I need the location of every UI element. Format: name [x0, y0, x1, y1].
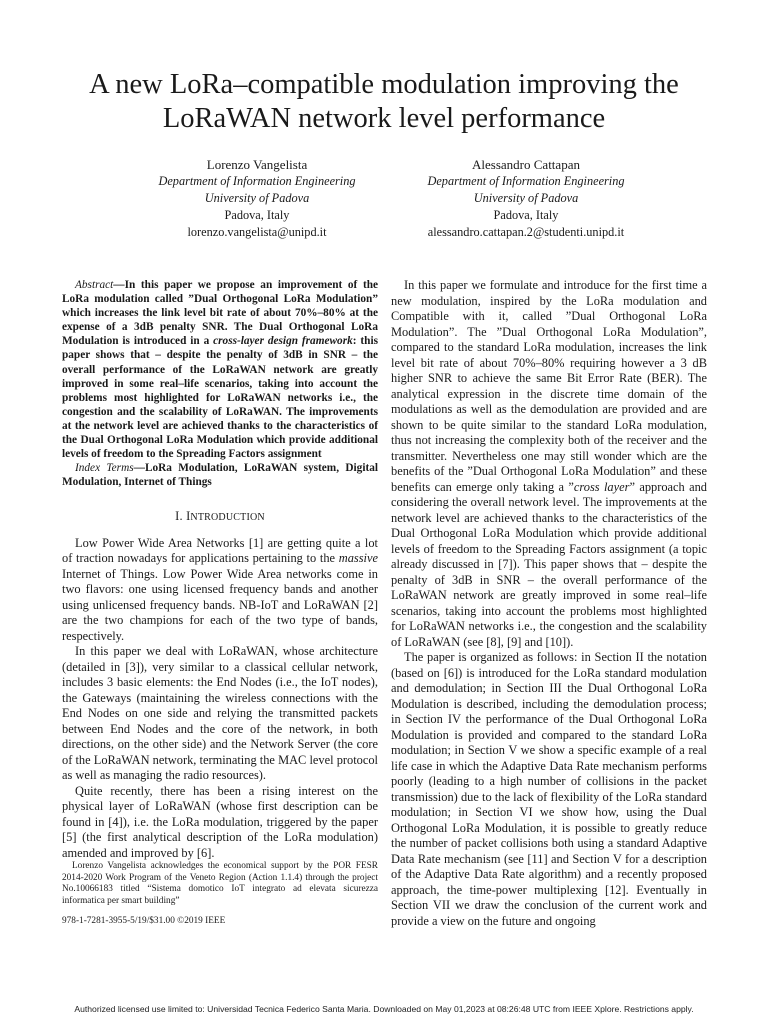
author-block-2 — [376, 156, 676, 241]
author-location: Padova, Italy — [224, 208, 290, 222]
author-email: alessandro.cattapan.2@studenti.unipd.it — [427, 225, 625, 239]
footnote: Lorenzo Vangelista acknowledges the economical support by the POR FESR 2014-2020 Work Program of the Veneto Region (Action 1.1.4) through the project No.10066183 titled “Sistema domotico IoT integrato ad elevata sicurezza informatica per smart building” — [62, 861, 378, 906]
author-department: Department of Information Engineering — [427, 174, 625, 188]
index-terms — [62, 461, 378, 489]
right-column — [391, 278, 707, 929]
index-terms-label: Index Terms — [75, 462, 134, 475]
license-notice: Authorized licensed use limited to: Universidad Tecnica Federico Santa Maria. Downloaded on May 01,2023 at 08:26:48 UTC from IEEE Xplore. Restrictions apply. — [74, 1004, 694, 1014]
title-line-2: LoRaWAN network level performance — [162, 103, 606, 134]
paragraph: Quite recently, there has been a rising interest on the physical layer of LoRaWAN (whose first description can be found in [4]), i.e. the LoRa modulation, triggered by the paper [5] (the first analytical description of the LoRa modulation) amended and improved by [6]. — [62, 783, 378, 860]
paragraph: The paper is organized as follows: in Section II the notation (based on [6]) is introduced for the LoRa standard modulation and demodulation; in Section III the Dual Orthogonal LoRa Modulation is described, including the demodulation process; in Section IV the performance of the Dual Orthogonal LoRa Modulation is provided and compared to the standard LoRa modulation; in Section V we show a specific example of a real life case in which the Adaptive Data Rate mechanism performs poorly (leading to a high number of collisions in the packet transmission) due to the lack of flexibility of the LoRa standard modulation; in Section VI we show how, using the Dual Orthogonal LoRa Modulation, it is possible to greatly reduce the number of packet collisions both using a standard Adaptive Data Rate mechanism (see [11] and Section V for a description of the Adaptive Data Rate algorithm) and a recently proposed approach, the time-power multiplexing [12]. Eventually in Section VII we draw the conclusion of the current work and provide a view on the future and ongoing — [391, 650, 707, 928]
paragraph-emphasis: cross layer — [573, 479, 630, 494]
section-heading-introduction — [62, 509, 378, 526]
abstract-text-1: —In this paper we propose an improvement of the LoRa modulation called ”Dual Orthogonal LoRa Modulation” which increases the link level bit rate of about 70%–80% at the expense of a 3dB penalty SNR. The Dual Orthogonal LoRa Modulation is introduced in a — [62, 279, 378, 348]
author-department: Department of Information Engineering — [158, 174, 356, 188]
section-title: NTRODUCTION — [190, 512, 265, 524]
abstract-emphasis: cross-layer design framework — [213, 335, 353, 348]
paragraph — [62, 536, 378, 645]
author-email: lorenzo.vangelista@unipd.it — [187, 225, 327, 239]
abstract-text-2: : this paper shows that – despite the penalty of 3dB in SNR – the overall performance of the LoRaWAN network are greatly improved in some real–life scenarios, taking into account the problems most highlighted for LoRaWAN networks i.e., the congestion and the scalability of LoRaWAN. The improvements at the network level are achieved thanks to the characteristics of the Dual Orthogonal LoRa Modulation which provide additional levels of freedom to the Spreading Factors assignment — [62, 335, 378, 461]
author-block-1 — [107, 156, 407, 241]
abstract — [62, 278, 378, 461]
section-number: I. I — [175, 509, 191, 524]
paragraph — [391, 278, 707, 650]
paragraph-text: In this paper we formulate and introduce for the first time a new modulation, inspired by the LoRa modulation and Compatible with it, called ”Dual Orthogonal LoRa Modulation”. The ”Dual Orthogonal LoRa Modulation”, compared to the standard LoRa modulation, increases the link level bit rate of about 70%–80% requiring however a 3 dB higher SNR to achieve the same Bit Error Rate (BER). The analytical expression in the discrete time domain of the modulations as well as the demodulation are provided and are shown to be quite similar to the standard LoRa modulation, thus not increasing the complexity both of the receiver and the transmitter. Nevertheless one may still wonder which are the benefits of the ”Dual Orthogonal LoRa Modulation” and these benefits can emerge only taking a ” — [391, 278, 707, 494]
abstract-label: Abstract — [75, 279, 114, 291]
paper-title — [0, 68, 768, 136]
title-line-1: A new LoRa–compatible modulation improving the — [89, 69, 679, 100]
author-location: Padova, Italy — [493, 208, 559, 222]
paragraph-emphasis: massive — [338, 551, 378, 566]
index-terms-text: —LoRa Modulation, LoRaWAN system, Digital Modulation, Internet of Things — [62, 462, 379, 489]
paragraph-text: Internet of Things. Low Power Wide Area networks come in two flavors: one using licensed frequency bands and another using unlicensed frequency bands. NB-IoT and LoRaWAN [2] are the two champions for each of the two type of bands, respectively. — [62, 566, 378, 643]
paragraph-text: ” approach and considering the overall network level. The improvements at the network level are achieved thanks to the characteristics of the Dual Orthogonal LoRa Modulation which provide additional levels of freedom to the Spreading Factors assignment (a topic already discussed in [7]). This paper shows that – despite the penalty of 3dB in SNR – the overall performance of the LoRaWAN network are greatly improved in some real–life scenarios, taking into account the problems most highlighted for LoRaWAN networks i.e., the congestion and the scalability of LoRaWAN (see [8], [9] and [10]). — [391, 479, 707, 649]
author-university: University of Padova — [473, 191, 579, 205]
left-column — [62, 278, 378, 861]
author-name: Lorenzo Vangelista — [206, 157, 308, 172]
copyright-notice: 978-1-7281-3955-5/19/$31.00 ©2019 IEEE — [62, 916, 226, 926]
author-university: University of Padova — [204, 191, 310, 205]
author-name: Alessandro Cattapan — [472, 157, 580, 172]
paragraph-text: Low Power Wide Area Networks [1] are getting quite a lot of traction nowadays for applications pertaining to the — [62, 535, 378, 566]
paragraph: In this paper we deal with LoRaWAN, whose architecture (detailed in [3]), very similar to a classical cellular network, includes 3 basic elements: the End Nodes (i.e., the IoT nodes), the Gateways (maintaining the wireless connections with the End Nodes on one side and relying the transmitted packets between End Nodes and the core of the network, in both directions, on the other side) and the Network Server (the core of the LoRaWAN network, terminating the MAC level protocol as well as managing the radio resources). — [62, 644, 378, 783]
